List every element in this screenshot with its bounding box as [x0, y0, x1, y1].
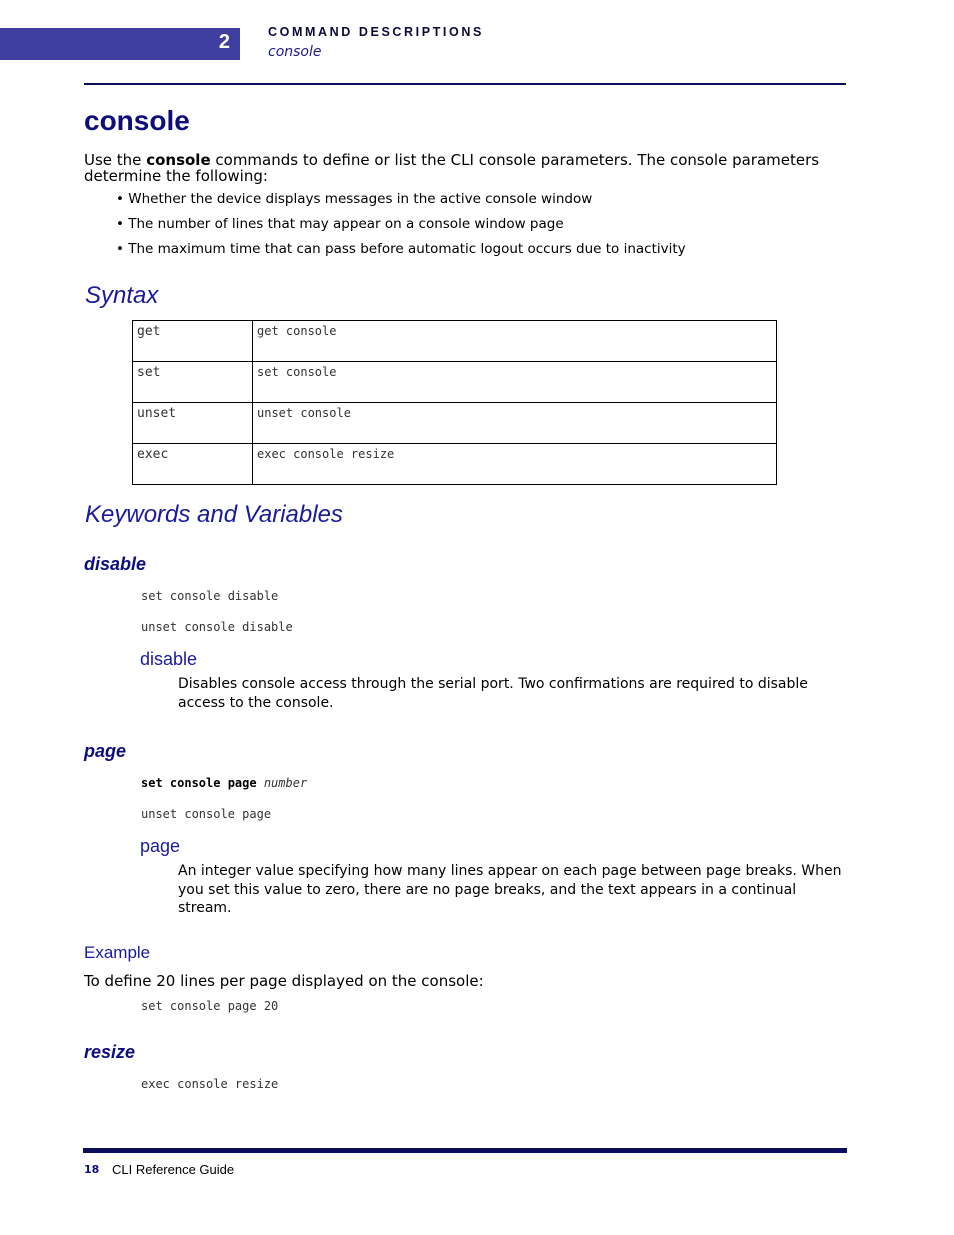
code-line: set console disable	[141, 589, 279, 603]
footer-rule	[83, 1148, 847, 1153]
example-heading: Example	[84, 943, 151, 962]
header-section: COMMAND DESCRIPTIONS	[268, 25, 484, 39]
header-subsection: console	[268, 44, 322, 60]
bullet-item: • Whether the device displays messages in the active console window	[116, 191, 593, 207]
code-variable: number	[263, 776, 308, 790]
intro-command: console	[146, 151, 211, 169]
table-row	[133, 403, 777, 444]
syntax-command: exec console resize	[253, 444, 777, 485]
chapter-number: 2	[218, 31, 230, 53]
syntax-command: unset console	[253, 403, 777, 444]
disable-description: Disables console access through the serial port. Two confirmations are required to disable access to the console.	[178, 676, 808, 711]
syntax-table	[132, 320, 777, 485]
code-line: set console page 20	[141, 999, 279, 1013]
code-line	[141, 775, 307, 791]
syntax-verb: get	[133, 321, 253, 362]
bullet-item: • The number of lines that may appear on a console window page	[116, 216, 564, 232]
footer-page-number: 18	[84, 1163, 100, 1176]
example-text: To define 20 lines per page displayed on the console:	[84, 972, 484, 990]
keyword-page-heading: page	[84, 741, 127, 761]
code-line: exec console resize	[141, 1077, 279, 1091]
table-row	[133, 321, 777, 362]
keyword-disable-heading: disable	[84, 554, 147, 574]
intro-after: commands to define or list the CLI console parameters. The console parameters determine the following:	[84, 151, 820, 185]
intro-paragraph	[84, 152, 854, 184]
page-description: An integer value specifying how many lines appear on each page between page breaks. When you set this value to zero, there are no page breaks, and the text appears in a continual stream.	[178, 863, 842, 916]
keywords-heading: Keywords and Variables	[85, 501, 343, 528]
table-row	[133, 444, 777, 485]
header-rule	[84, 83, 846, 85]
syntax-verb: unset	[133, 403, 253, 444]
chapter-tab	[0, 28, 240, 60]
disable-subheading: disable	[140, 649, 198, 669]
code-line: unset console page	[141, 807, 272, 821]
table-row	[133, 362, 777, 403]
syntax-verb: exec	[133, 444, 253, 485]
intro-before: Use the	[84, 151, 147, 169]
bullet-item: • The maximum time that can pass before automatic logout occurs due to inactivity	[116, 241, 686, 257]
code-line: unset console disable	[141, 620, 293, 634]
syntax-verb: set	[133, 362, 253, 403]
keyword-resize-heading: resize	[84, 1042, 136, 1062]
code-command: set console page	[141, 776, 257, 790]
page-title: console	[84, 105, 190, 136]
syntax-heading: Syntax	[85, 282, 159, 309]
footer-doc-title: CLI Reference Guide	[112, 1162, 235, 1177]
page-subheading: page	[140, 836, 181, 856]
syntax-command: get console	[253, 321, 777, 362]
syntax-command: set console	[253, 362, 777, 403]
